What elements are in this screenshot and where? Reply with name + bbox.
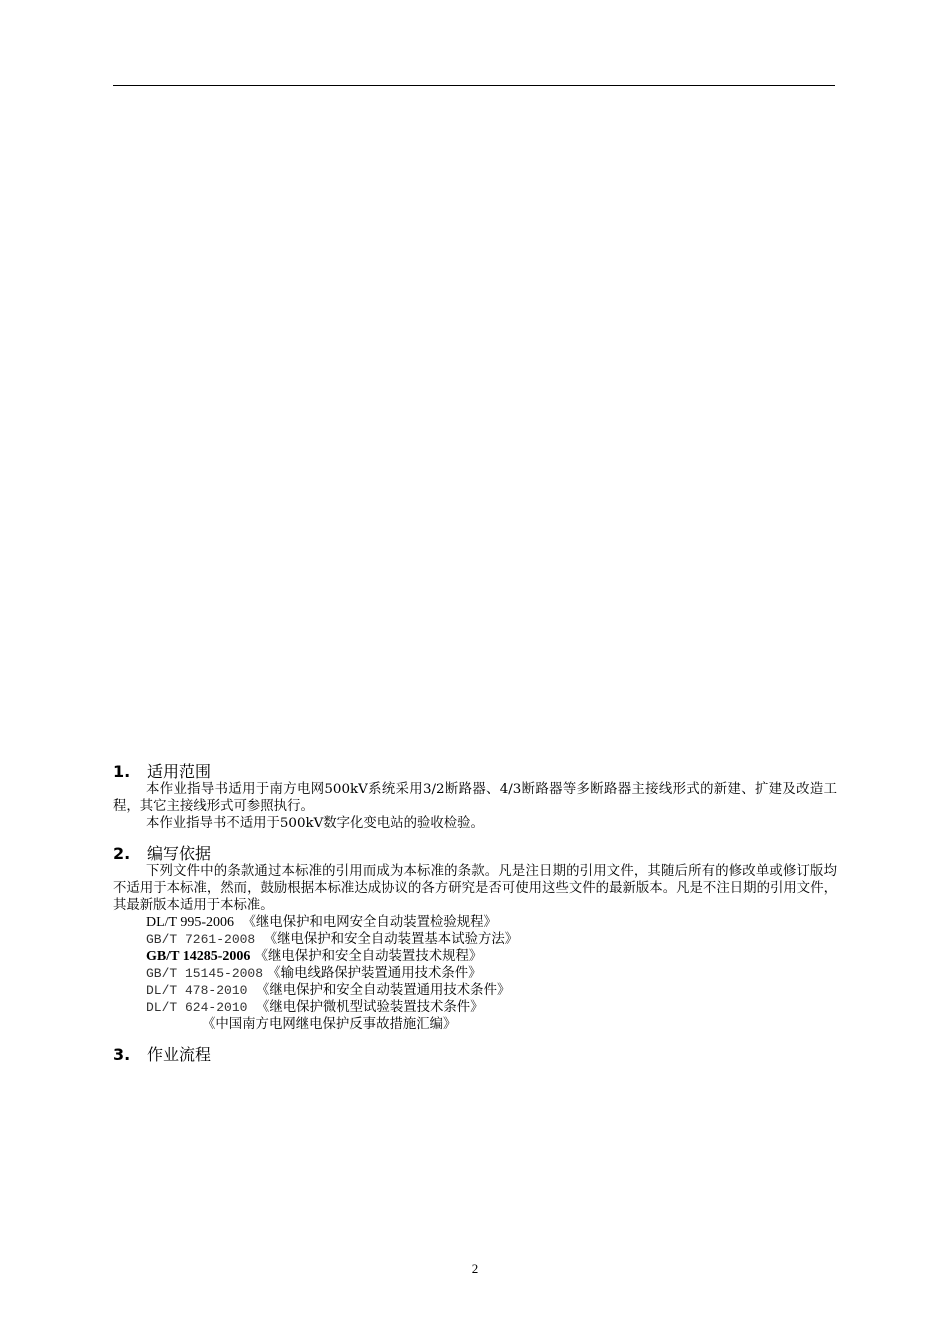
section-2-heading: [113, 844, 837, 863]
reference-title: 《继电保护和安全自动装置通用技术条件》: [255, 983, 511, 998]
section-3-title: 作业流程: [147, 1045, 212, 1064]
section-2-number: 2.: [113, 844, 131, 863]
reference-item: [113, 965, 837, 982]
reference-title: 《输电线路保护装置通用技术条件》: [267, 966, 482, 981]
reference-title: 《继电保护和电网安全自动装置检验规程》: [242, 915, 497, 930]
reference-title: 《继电保护微机型试验装置技术条件》: [255, 1000, 484, 1015]
reference-code: DL/T 478-2010: [146, 983, 248, 998]
reference-code: DL/T 624-2010: [146, 1000, 248, 1015]
reference-title: 《继电保护和安全自动装置基本试验方法》: [263, 932, 519, 947]
section-1-paragraph-1: 本作业指导书适用于南方电网500kV系统采用3/2断路器、4/3断路器等多断路器主接线形式的新建、扩建及改造工程，其它主接线形式可参照执行。: [113, 782, 837, 814]
section-3-heading: [113, 1045, 837, 1064]
section-2-paragraph-1: 下列文件中的条款通过本标准的引用而成为本标准的条款。凡是注日期的引用文件，其随后所有的修改单或修订版均不适用于本标准，然而，鼓励根据本标准达成协议的各方研究是否可使用这些文件的最新版本。凡是不注日期的引用文件，其最新版本适用于本标准。: [113, 864, 837, 913]
header-rule: [113, 85, 835, 86]
reference-code: GB/T 14285-2006: [146, 949, 251, 964]
reference-item: [113, 1016, 837, 1033]
reference-title: 《继电保护和安全自动装置技术规程》: [254, 949, 483, 964]
section-1-heading: [113, 762, 837, 781]
section-1-paragraph-2: 本作业指导书不适用于500kV数字化变电站的验收检验。: [146, 816, 484, 831]
reference-item: [113, 948, 837, 965]
document-body: [113, 762, 837, 1064]
reference-item: [113, 931, 837, 948]
reference-item: [113, 914, 837, 931]
reference-code: GB/T 15145-2008: [146, 966, 264, 981]
reference-title: 《中国南方电网继电保护反事故措施汇编》: [202, 1017, 457, 1032]
section-1-title: 适用范围: [147, 762, 212, 781]
reference-item: [113, 982, 837, 999]
section-1-number: 1.: [113, 762, 131, 781]
reference-code: GB/T 7261-2008: [146, 932, 256, 947]
section-3-number: 3.: [113, 1045, 131, 1064]
reference-item: [113, 999, 837, 1016]
section-2-title: 编写依据: [147, 844, 212, 863]
page-number: 2: [471, 1261, 479, 1276]
reference-code: DL/T 995-2006: [146, 915, 235, 930]
